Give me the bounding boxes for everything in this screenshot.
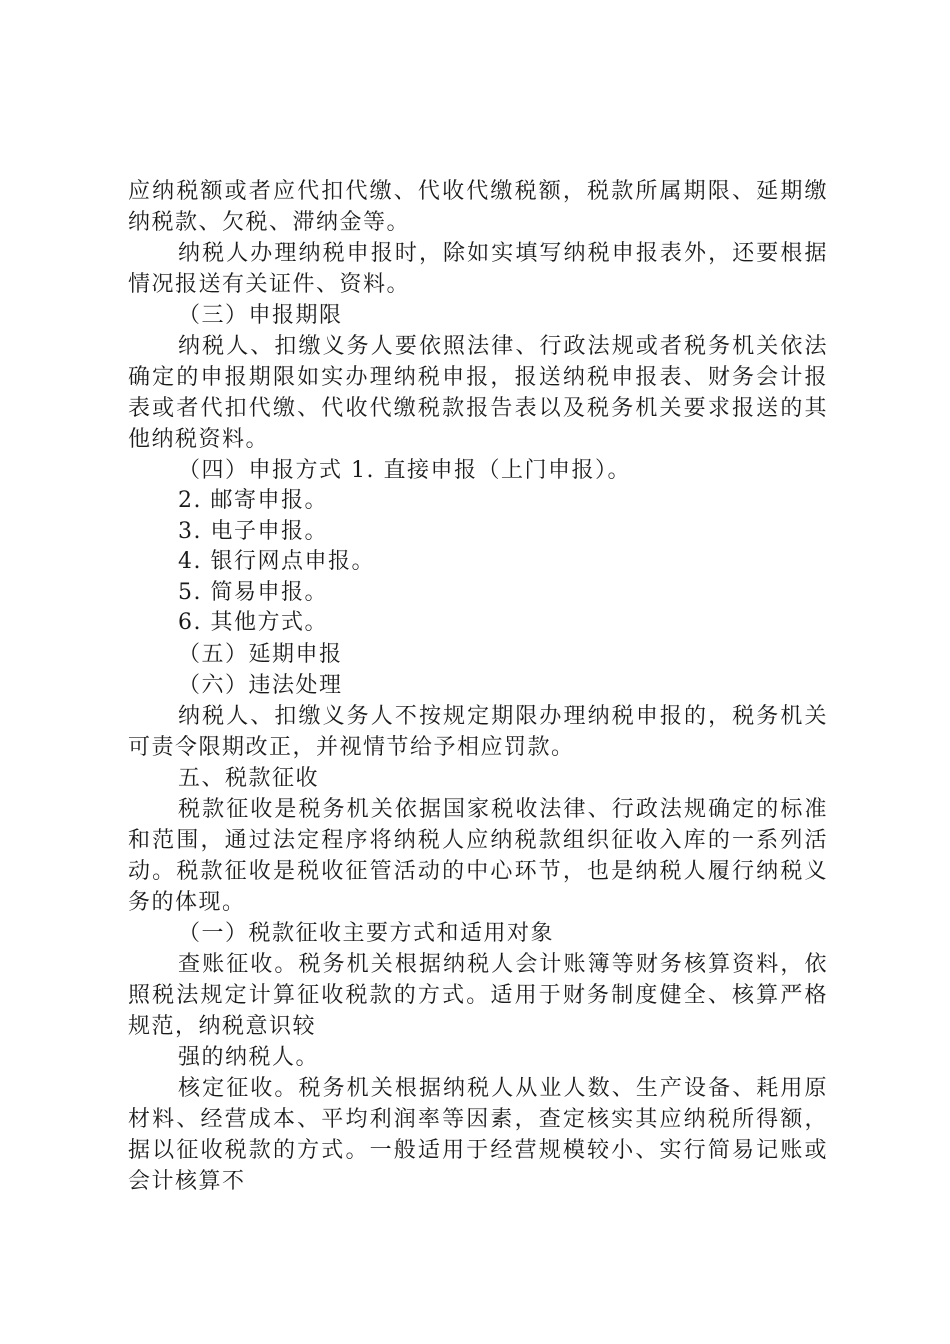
list-item: 3. 电子申报。 bbox=[178, 518, 328, 544]
paragraph-filing-deadline: 纳税人、扣缴义务人要依照法律、行政法规或者税务机关依法确定的申报期限如实办理纳税申报，报送纳税申报表、财务会计报表或者代扣代缴、代收代缴税款报告表以及税务机关要求报送的其他纳税资料。 bbox=[128, 334, 828, 452]
heading-extended-filing: （五）延期申报 bbox=[178, 641, 343, 667]
paragraph-assessed-collection: 核定征收。税务机关根据纳税人从业人数、生产设备、耗用原材料、经营成本、平均利润率等因素，查定核实其应纳税所得额，据以征收税款的方式。一般适用于经营规模较小、实行简易记账或会计核算不 bbox=[128, 1075, 828, 1194]
document-page bbox=[128, 176, 828, 1197]
paragraph-violation: 纳税人、扣缴义务人不按规定期限办理纳税申报的，税务机关可责令限期改正，并视情节给予相应罚款。 bbox=[128, 703, 828, 760]
list-item: 6. 其他方式。 bbox=[178, 610, 328, 635]
heading-filing-methods: （四）申报方式 1. 直接申报（上门申报）。 bbox=[178, 458, 631, 483]
heading-tax-collection: 五、税款征收 bbox=[178, 765, 320, 791]
paragraph-audit-collection: 查账征收。税务机关根据纳税人会计账簿等财务核算资料，依照税法规定计算征收税款的方式。适用于财务制度健全、核算严格规范，纳税意识较 bbox=[128, 951, 828, 1039]
heading-collection-methods: （一）税款征收主要方式和适用对象 bbox=[178, 920, 555, 946]
list-item: 5. 简易申报。 bbox=[178, 579, 328, 605]
list-item: 4. 银行网点申报。 bbox=[178, 549, 375, 574]
heading-violation-handling: （六）违法处理 bbox=[178, 672, 343, 698]
paragraph-filing-documents: 纳税人办理纳税申报时，除如实填写纳税申报表外，还要根据情况报送有关证件、资料。 bbox=[128, 241, 828, 297]
paragraph-tax-collection: 税款征收是税务机关依据国家税收法律、行政法规确定的标准和范围，通过法定程序将纳税人应纳税款组织征收入库的一系列活动。税款征收是税收征管活动的中心环节，也是纳税人履行纳税义务的体现。 bbox=[128, 796, 828, 915]
heading-filing-deadline: （三）申报期限 bbox=[178, 303, 343, 328]
paragraph-tax-amount: 应纳税额或者应代扣代缴、代收代缴税额，税款所属期限、延期缴纳税款、欠税、滞纳金等。 bbox=[128, 179, 828, 235]
list-item: 2. 邮寄申报。 bbox=[178, 488, 328, 513]
paragraph-audit-collection-cont: 强的纳税人。 bbox=[178, 1044, 320, 1070]
